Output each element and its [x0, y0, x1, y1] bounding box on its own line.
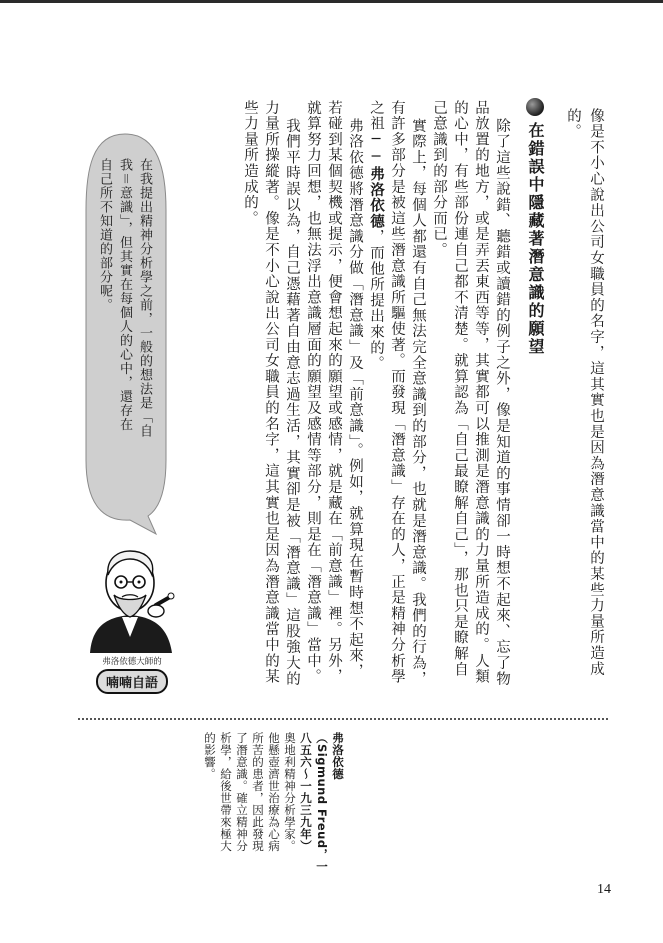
note-body-4: 了潛意識。確立精神分	[235, 732, 249, 852]
freud-name: 弗洛依德	[368, 166, 384, 230]
note-body-3: 所苦的患者，因此發現	[251, 732, 265, 852]
note-body-5: 析學，給後世帶來極大	[219, 732, 233, 852]
bubble-line-1: 在我提出精神分析學之前，一般的想法是「自	[137, 158, 152, 438]
note-body-6: 的影響。	[203, 732, 217, 780]
bubble-line-3: 自己所不知道的部分呢。	[97, 158, 112, 312]
body-column-9: 若碰到某個契機或提示，便會想起來的願望或感情，就是藏在「前意識」裡。另外，	[326, 100, 342, 685]
talk-label-big: 喃喃自語	[96, 669, 168, 694]
intro-column: 像是不小心說出公司女職員的名字，這其實也是因為潛意識當中的某些力量所造成	[588, 108, 604, 677]
intro-tail: 的。	[565, 108, 581, 140]
freud-footnote	[188, 732, 348, 882]
section-heading	[523, 98, 549, 398]
body-column-13: 些力量所造成的。	[242, 100, 258, 227]
body-column-3: 的心中，有些部份連自己都不清楚。就算認為「自己最瞭解自己」，那也只是瞭解自	[452, 100, 468, 678]
bullet-icon	[526, 98, 544, 116]
talk-label	[82, 653, 182, 693]
body-column-11: 我們平時誤以為，自己憑藉著自由意志過生活，其實卻是被「潛意識」這股強大的	[284, 118, 300, 687]
body-column-2: 品放置的地方，或是弄丟東西等等，其實都可以推測是潛意識的力量所造成的。人類	[473, 100, 489, 685]
note-title: 弗洛依德	[331, 732, 345, 780]
freud-portrait	[80, 545, 180, 655]
bubble-line-2: 我＝意識」，但其實在每個人的心中，還存在	[117, 158, 132, 432]
note-years-line: 八五六～一九三九年）	[299, 732, 313, 852]
talk-label-small: 弗洛依德大師的	[102, 657, 162, 667]
body-column-12: 力量所操縱著。像是不小心說出公司女職員的名字，這其實也是因為潛意識當中的某	[263, 100, 279, 685]
dotted-divider	[78, 718, 608, 720]
note-name-line: （Sigmund Freud，一	[315, 732, 329, 873]
note-body-1: 奧地利精神分析學家。	[283, 732, 297, 852]
speech-bubble	[80, 130, 170, 540]
body-column-7-mid: ，而他所提出來的。	[368, 229, 384, 372]
page-number: 14	[597, 882, 611, 897]
body-column-7-lead: 之祖──	[368, 100, 384, 167]
note-body-2: 他懸壺濟世治療為心病	[267, 732, 281, 852]
body-column-7	[366, 100, 385, 372]
top-rule	[0, 0, 663, 3]
body-column-10: 就算努力回想，也無法浮出意識層面的願望及感情等部分，則是在「潛意識」當中。	[305, 100, 321, 685]
body-column-4: 己意識到的部分而已。	[431, 100, 447, 258]
body-column-1: 除了這些說錯、聽錯或讀錯的例子之外，像是知道的事情卻一時想不起來、忘了物	[494, 118, 510, 687]
body-column-8: 弗洛依德將潛意識分做「潛意識」及「前意識」。例如，就算現在暫時想不起來，	[347, 118, 363, 680]
body-column-5: 實際上，每個人都還有自己無法完全意識到的部分，也就是潛意識。我們的行為，	[410, 118, 426, 687]
body-column-6: 有許多部分是被這些潛意識所驅使著。而發現「潛意識」存在的人，正是精神分析學	[389, 100, 405, 685]
section-heading-text: 在錯誤中隱藏著潛意識的願望	[526, 122, 545, 356]
